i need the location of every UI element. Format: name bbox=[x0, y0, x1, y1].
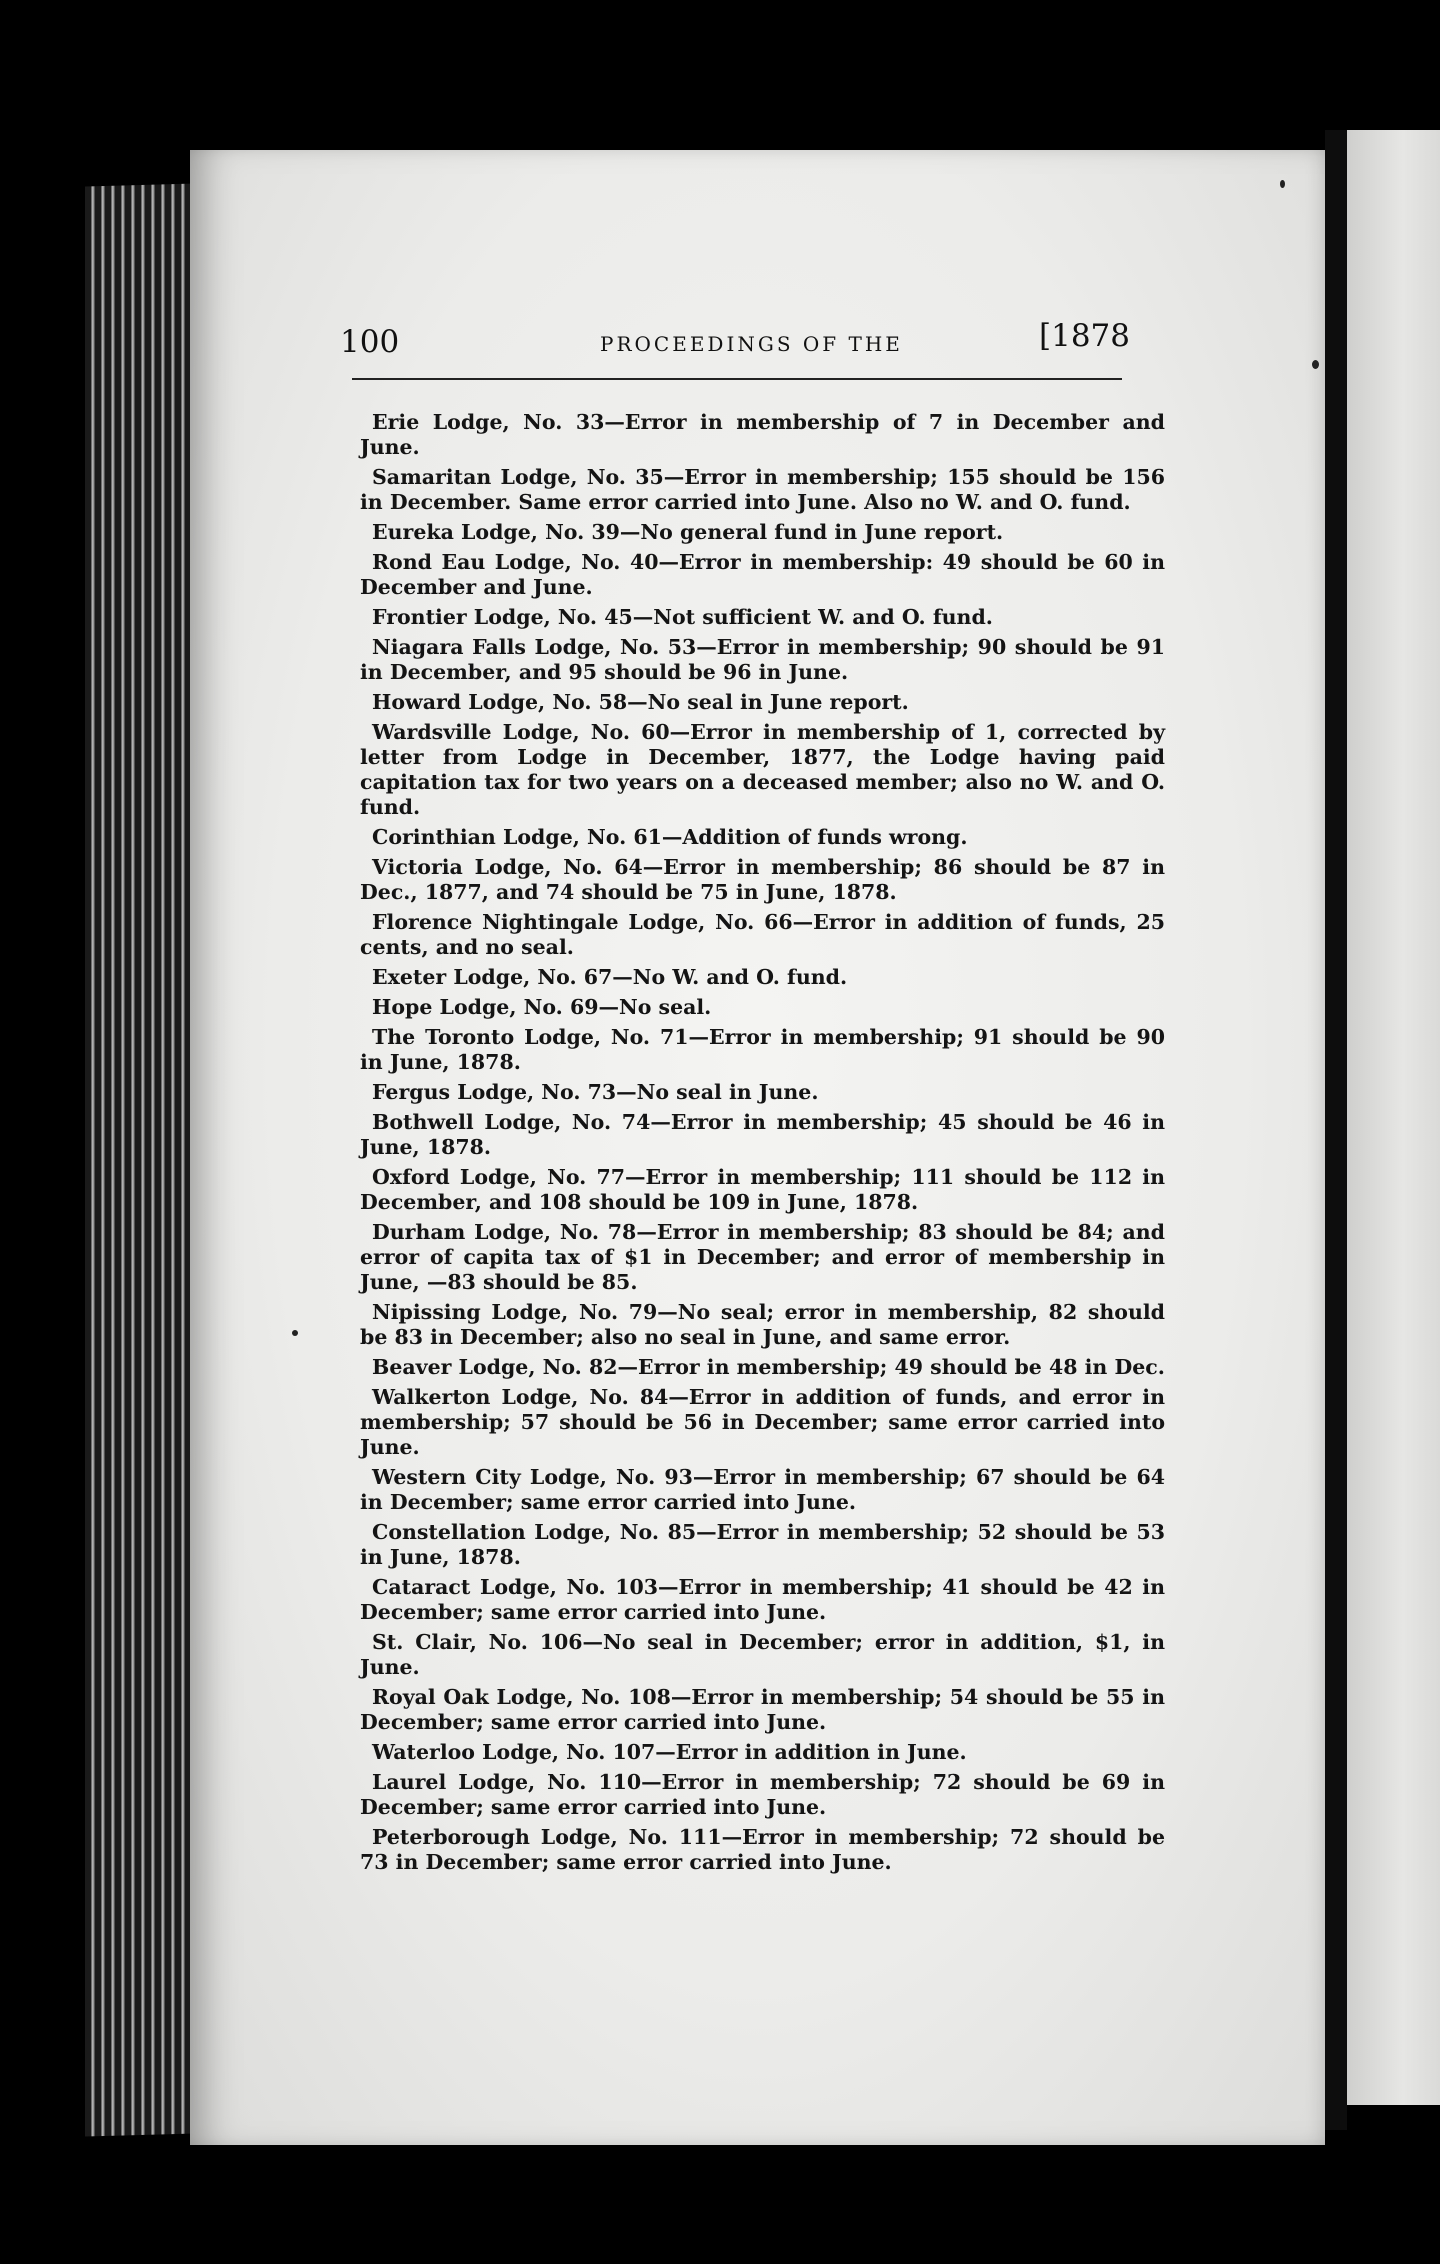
ink-speck bbox=[292, 1330, 298, 1336]
list-item: Bothwell Lodge, No. 74—Error in membership; 45 should be 46 in June, 1878. bbox=[360, 1110, 1165, 1159]
header-year: [1878 bbox=[1039, 318, 1130, 354]
page-header bbox=[340, 318, 1130, 368]
list-item: Florence Nightingale Lodge, No. 66—Error in addition of funds, 25 cents, and no seal. bbox=[360, 910, 1165, 959]
list-item: Exeter Lodge, No. 67—No W. and O. fund. bbox=[372, 965, 848, 989]
list-item: Frontier Lodge, No. 45—Not sufficient W. and O. fund. bbox=[372, 605, 993, 629]
header-rule bbox=[352, 378, 1122, 380]
list-item: Nipissing Lodge, No. 79—No seal; error in membership, 82 should be 83 in December; also no seal in June, and same error. bbox=[360, 1300, 1165, 1349]
list-item: Waterloo Lodge, No. 107—Error in addition in June. bbox=[372, 1740, 967, 1764]
list-item: Fergus Lodge, No. 73—No seal in June. bbox=[372, 1080, 819, 1104]
list-item: Corinthian Lodge, No. 61—Addition of funds wrong. bbox=[372, 825, 968, 849]
ink-speck bbox=[1312, 360, 1319, 369]
list-item: Howard Lodge, No. 58—No seal in June report. bbox=[372, 690, 909, 714]
list-item: Western City Lodge, No. 93—Error in membership; 67 should be 64 in December; same error carried into June. bbox=[360, 1465, 1165, 1514]
list-item: Victoria Lodge, No. 64—Error in membership; 86 should be 87 in Dec., 1877, and 74 should be 75 in June, 1878. bbox=[360, 855, 1165, 904]
list-item: Walkerton Lodge, No. 84—Error in addition of funds, and error in membership; 57 should be 56 in December; same error carried into June. bbox=[360, 1385, 1165, 1459]
list-item: Cataract Lodge, No. 103—Error in membership; 41 should be 42 in December; same error carried into June. bbox=[360, 1575, 1165, 1624]
book-gutter bbox=[1325, 130, 1347, 2130]
list-item: The Toronto Lodge, No. 71—Error in membership; 91 should be 90 in June, 1878. bbox=[360, 1025, 1165, 1074]
page-number: 100 bbox=[340, 324, 400, 360]
ink-speck bbox=[1280, 180, 1285, 188]
list-item: Beaver Lodge, No. 82—Error in membership; 49 should be 48 in Dec. bbox=[372, 1355, 1165, 1379]
list-item: Constellation Lodge, No. 85—Error in membership; 52 should be 53 in June, 1878. bbox=[360, 1520, 1165, 1569]
list-item: St. Clair, No. 106—No seal in December; error in addition, $1, in June. bbox=[360, 1630, 1165, 1679]
list-item: Rond Eau Lodge, No. 40—Error in membership: 49 should be 60 in December and June. bbox=[360, 550, 1165, 599]
list-item: Oxford Lodge, No. 77—Error in membership; 111 should be 112 in December, and 108 should be 109 in June, 1878. bbox=[360, 1165, 1165, 1214]
list-item: Niagara Falls Lodge, No. 53—Error in membership; 90 should be 91 in December, and 95 should be 96 in June. bbox=[360, 635, 1165, 684]
list-item: Erie Lodge, No. 33—Error in membership of 7 in December and June. bbox=[360, 410, 1165, 459]
list-item: Wardsville Lodge, No. 60—Error in membership of 1, corrected by letter from Lodge in December, 1877, the Lodge having paid capitation tax for two years on a deceased member; also no W. and O. fund. bbox=[360, 720, 1165, 819]
list-item: Laurel Lodge, No. 110—Error in membership; 72 should be 69 in December; same error carried into June. bbox=[360, 1770, 1165, 1819]
page-stack-edge bbox=[85, 183, 195, 2136]
list-item: Durham Lodge, No. 78—Error in membership; 83 should be 84; and error of capita tax of $1 in December; and error of membership in June, —83 should be 85. bbox=[360, 1220, 1165, 1294]
list-item: Royal Oak Lodge, No. 108—Error in membership; 54 should be 55 in December; same error carried into June. bbox=[360, 1685, 1165, 1734]
list-item: Peterborough Lodge, No. 111—Error in membership; 72 should be 73 in December; same error carried into June. bbox=[360, 1825, 1165, 1874]
list-item: Hope Lodge, No. 69—No seal. bbox=[372, 995, 712, 1019]
lodge-error-list bbox=[360, 410, 1165, 1880]
facing-page-edge bbox=[1347, 130, 1440, 2105]
list-item: Eureka Lodge, No. 39—No general fund in June report. bbox=[372, 520, 1004, 544]
list-item: Samaritan Lodge, No. 35—Error in membership; 155 should be 156 in December. Same error carried into June. Also no W. and O. fund. bbox=[360, 465, 1165, 514]
running-title: PROCEEDINGS OF THE bbox=[600, 332, 903, 356]
